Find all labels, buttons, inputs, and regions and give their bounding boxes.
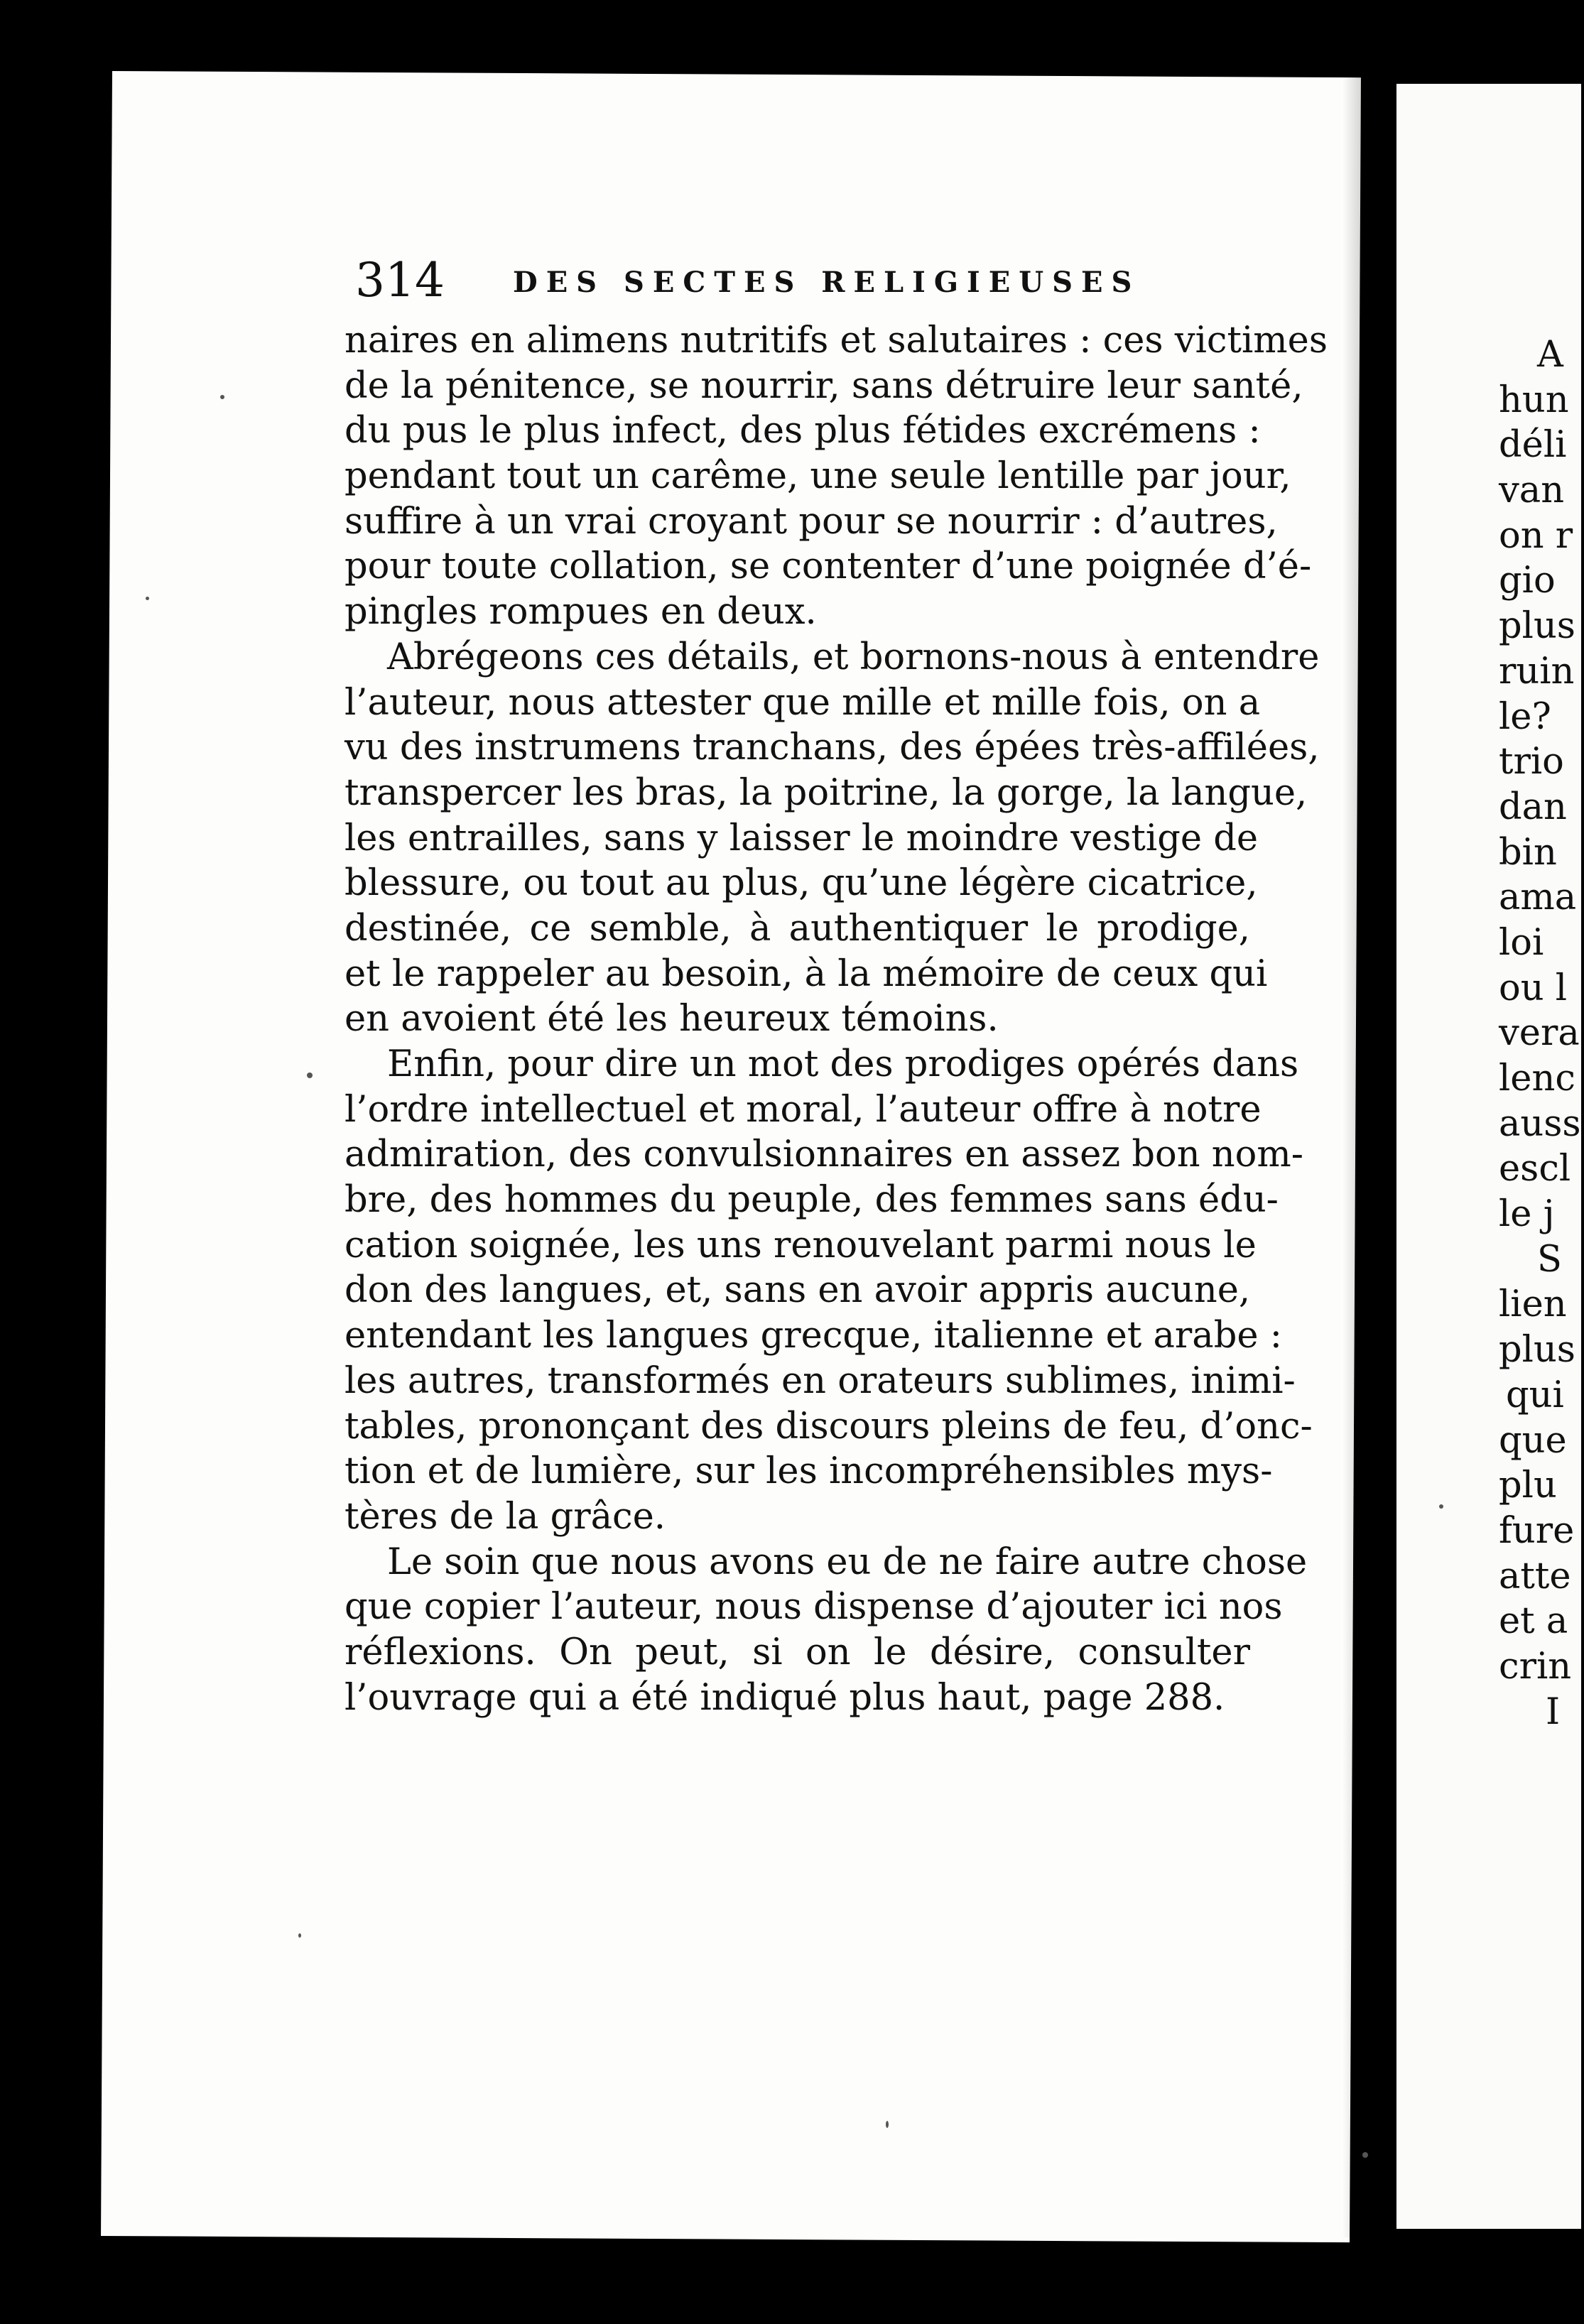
text-line: que copier l’auteur, nous dispense d’ajouter ici nos [345,1586,1283,1629]
text-line: naires en alimens nutritifs et salutaires : ces victimes [345,320,1328,362]
facing-line: fure [1499,1509,1575,1552]
facing-line: on r [1499,514,1573,557]
text-line: de la pénitence, se nourrir, sans détruire leur santé, [345,364,1303,407]
facing-line: qui [1506,1374,1564,1416]
facing-line: plus [1499,1329,1575,1372]
text-line: pour toute collation, se contenter d’une poignée d’é- [345,545,1312,588]
scan-speck [1439,1504,1443,1509]
facing-line: ou l [1499,967,1568,1009]
facing-line: A [1537,334,1563,376]
text-line: bre, des hommes du peuple, des femmes sans édu- [345,1179,1279,1222]
facing-line: plus [1499,605,1575,648]
facing-line: que [1499,1419,1567,1462]
text-line: vu des instrumens tranchans, des épées très-affilées, [345,727,1320,769]
facing-line: ama [1499,876,1577,919]
text-line: l’auteur, nous attester que mille et mille fois, on a [345,681,1261,724]
body-text [345,318,1328,1720]
text-line: tères de la grâce. [345,1495,666,1538]
text-line: du pus le plus infect, des plus fétides excrémens : [345,410,1261,452]
scan-speck [1362,2152,1368,2158]
facing-line: atte [1499,1555,1571,1597]
facing-line: vera [1499,1012,1580,1055]
scan-speck [298,1933,301,1938]
text-line: blessure, ou tout au plus, qu’une légère cicatrice, [345,862,1258,905]
text-line: tables, prononçant des discours pleins de feu, d’onc- [345,1405,1313,1448]
text-line: les entrailles, sans y laisser le moindre vestige de [345,817,1259,859]
text-line: admiration, des convulsionnaires en assez bon nom- [345,1134,1303,1176]
text-line: don des langues, et, sans en avoir appris aucune, [345,1269,1251,1312]
text-line: et le rappeler au besoin, à la mémoire de ceux qui [345,952,1268,995]
page-number: 314 [355,253,445,308]
text-line: les autres, transformés en orateurs sublimes, inimi- [345,1359,1296,1402]
text-line: pendant tout un carême, une seule lentille par jour, [345,455,1291,498]
facing-line: lien [1499,1283,1567,1326]
text-line: tion et de lumière, sur les incompréhensibles mys- [345,1450,1273,1493]
text-line: transpercer les bras, la poitrine, la gorge, la langue, [345,771,1308,814]
scan-speck [220,395,224,399]
scan-speck [307,1073,313,1078]
facing-line: I [1546,1690,1561,1733]
facing-line: le j [1499,1193,1555,1236]
facing-line: plu [1499,1465,1557,1507]
facing-line: déli [1499,424,1567,467]
facing-line: gio [1499,560,1556,602]
running-head: DES SECTES RELIGIEUSES [513,266,1141,299]
facing-page-text [1499,332,1584,1734]
page-header [355,249,1208,313]
text-line: pingles rompues en deux. [345,591,817,634]
facing-line: dan [1499,786,1567,828]
text-line: Abrégeons ces détails, et bornons-nous à entendre [387,636,1320,678]
facing-line: van [1499,469,1565,512]
facing-line: auss [1499,1102,1581,1145]
text-line: l’ouvrage qui a été indiqué plus haut, page 288. [345,1676,1225,1719]
text-line: suffire à un vrai croyant pour se nourrir : d’autres, [345,500,1278,543]
facing-line: le? [1499,695,1551,738]
scan-speck [886,2121,889,2128]
facing-line: et a [1499,1600,1568,1643]
text-line: en avoient été les heureux témoins. [345,998,999,1041]
text-line: destinée, ce semble, à authentiquer le prodige, [345,907,1250,950]
text-line: Le soin que nous avons eu de ne faire autre chose [387,1541,1308,1583]
text-line: réflexions. On peut, si on le désire, consulter [345,1631,1250,1673]
facing-line: trio [1499,741,1564,783]
facing-line: bin [1499,831,1557,874]
facing-line: lenc [1499,1058,1575,1099]
scan-speck [146,597,149,600]
text-line: Enfin, pour dire un mot des prodiges opérés dans [387,1043,1299,1085]
gutter-shadow [1342,71,1364,2237]
text-line: cation soignée, les uns renouvelant parmi nous le [345,1224,1257,1266]
text-line: l’ordre intellectuel et moral, l’auteur offre à notre [345,1088,1262,1131]
facing-line: S [1537,1238,1562,1281]
facing-line: escl [1499,1148,1571,1190]
facing-line: hun [1499,379,1569,421]
facing-line: ruin [1499,650,1575,693]
text-line: entendant les langues grecque, italienne et arabe : [345,1315,1282,1357]
facing-line: crin [1499,1645,1572,1688]
facing-line: loi [1499,921,1544,964]
